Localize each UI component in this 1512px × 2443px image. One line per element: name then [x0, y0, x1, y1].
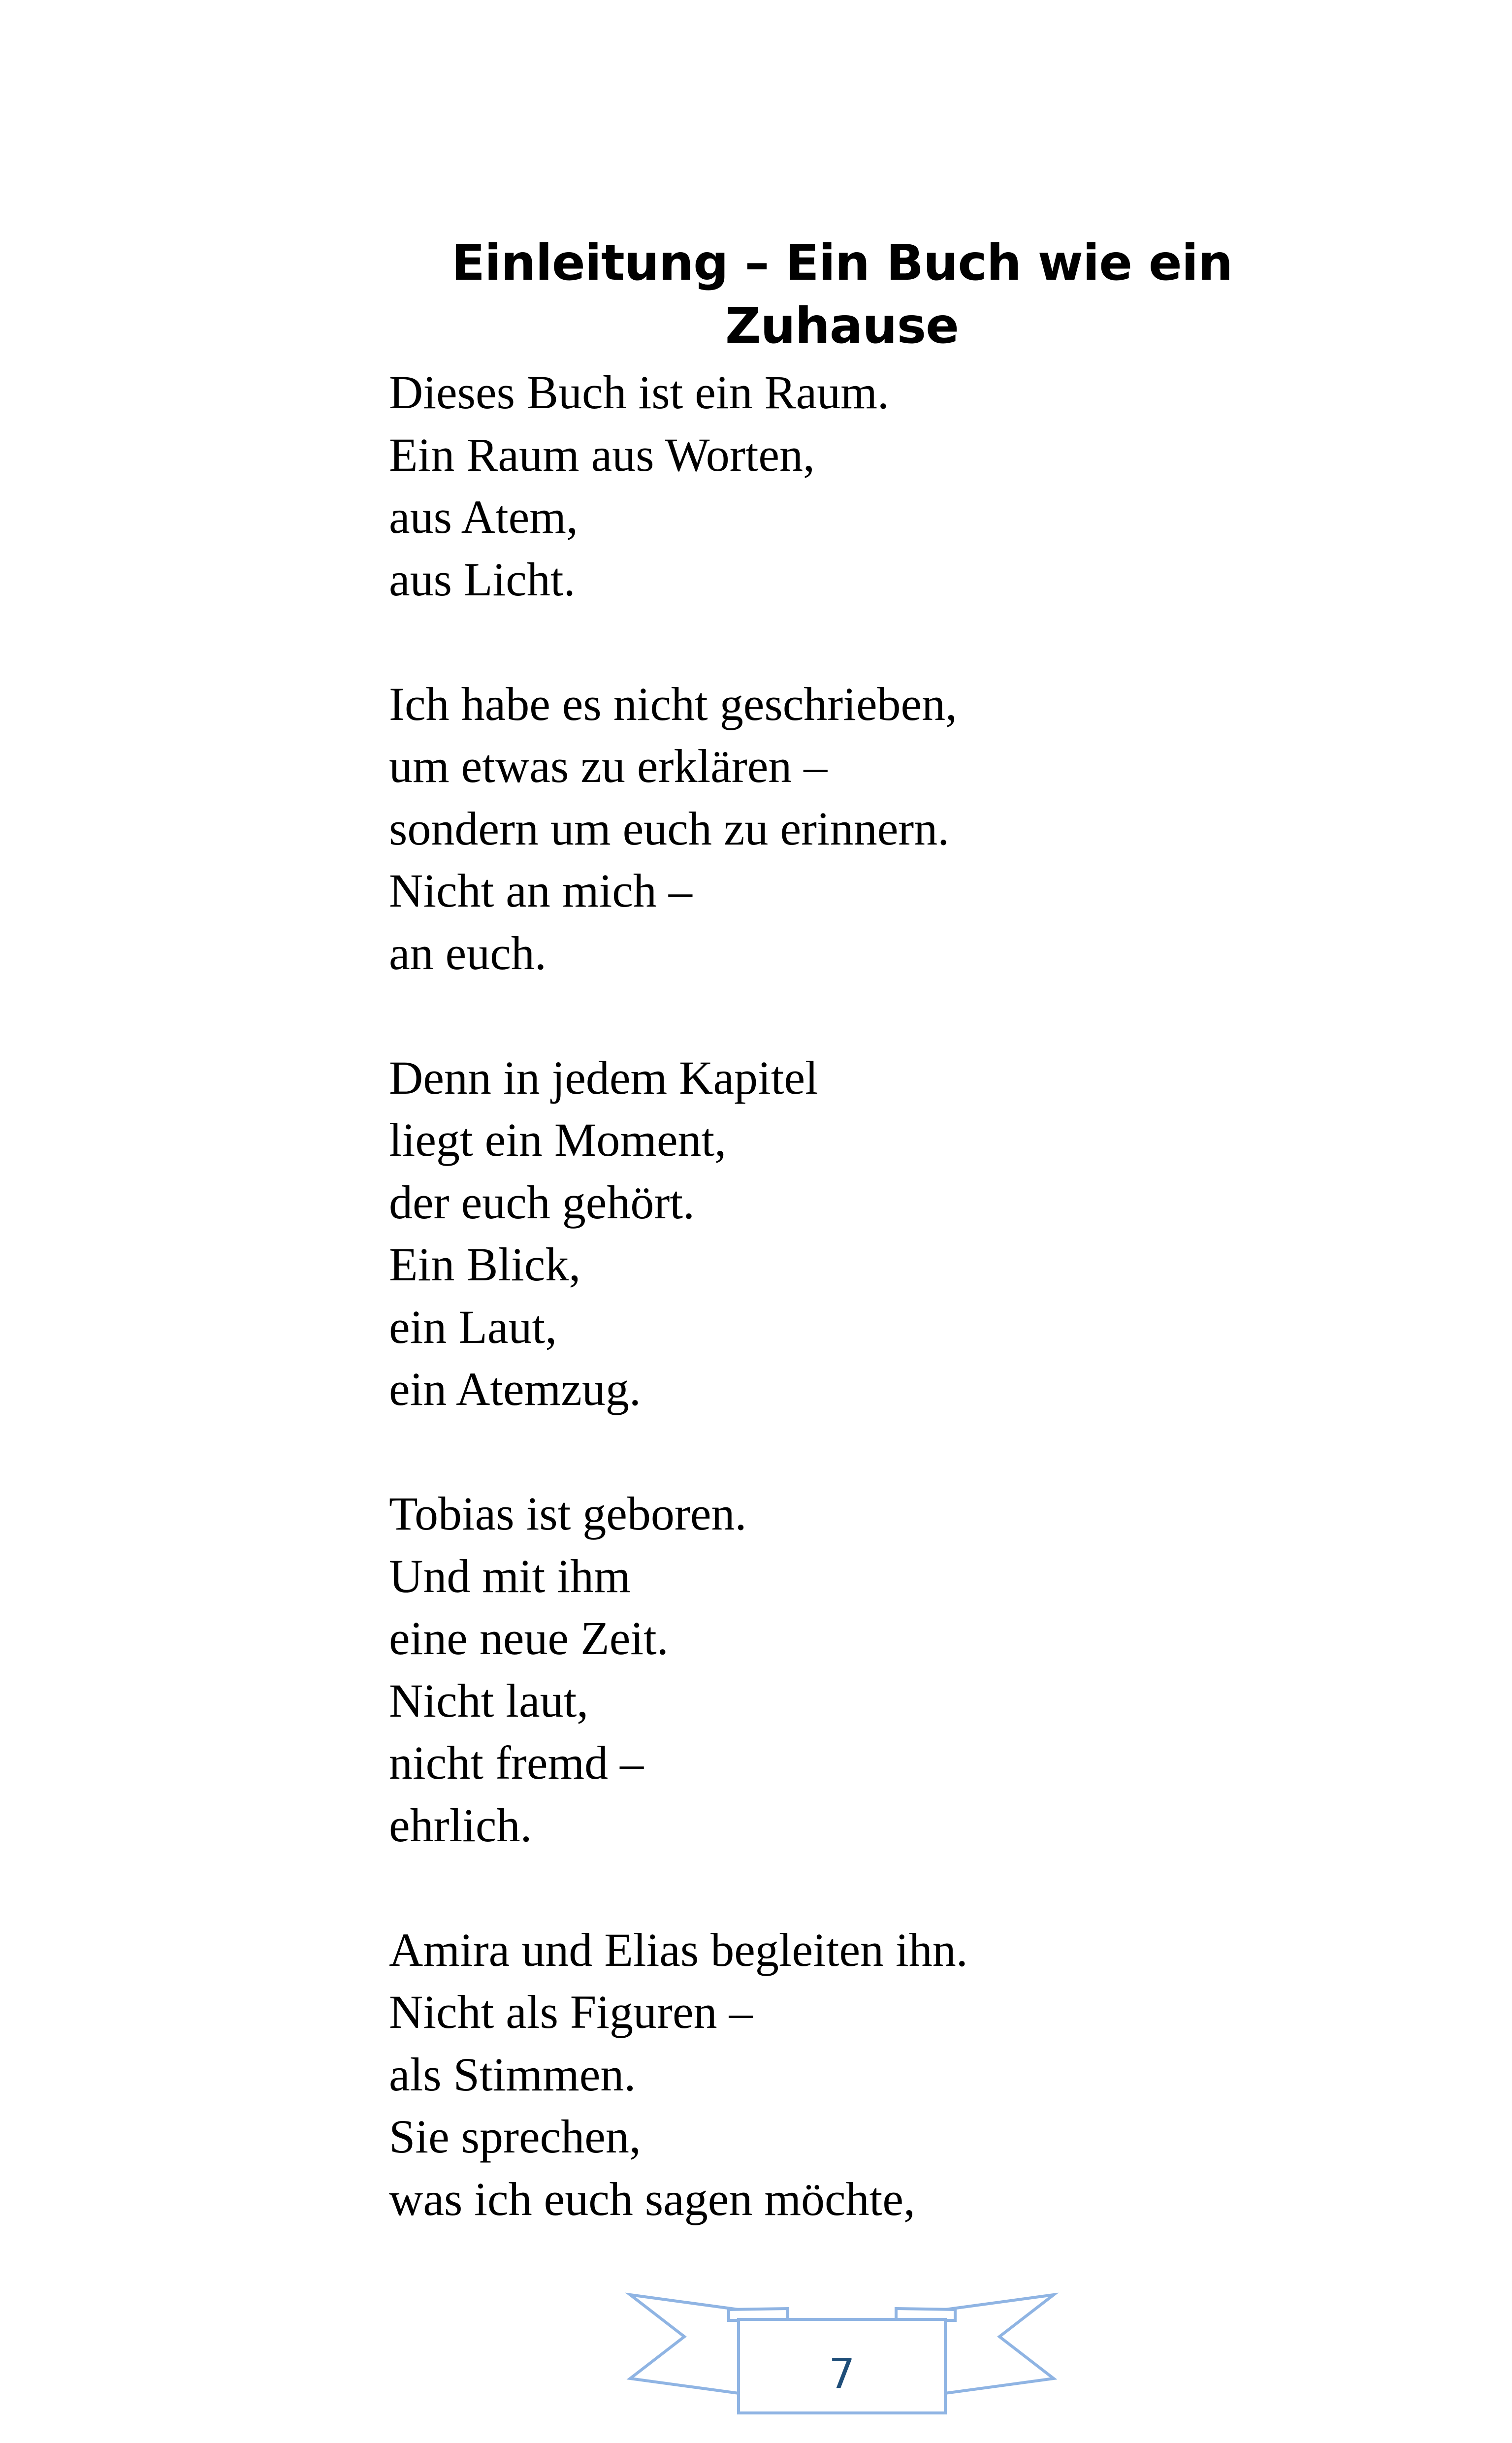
stanza-gap	[389, 1857, 1324, 1919]
stanza-gap	[389, 611, 1324, 673]
poem-line: Dieses Buch ist ein Raum.	[389, 366, 889, 419]
title-line-1: Einleitung – Ein Buch wie ein	[451, 234, 1233, 292]
banner-right-tail	[945, 2295, 1054, 2393]
poem-line: nicht fremd –	[389, 1736, 644, 1789]
poem-line: an euch.	[389, 926, 547, 979]
poem-line: was ich euch sagen möchte,	[389, 2172, 915, 2225]
stanza	[389, 673, 1324, 985]
poem-line: Ein Blick,	[389, 1238, 581, 1291]
poem-line: Denn in jedem Kapitel	[389, 1051, 818, 1104]
poem-line: Ein Raum aus Worten,	[389, 428, 815, 481]
poem-line: aus Atem,	[389, 490, 578, 543]
poem-line: eine neue Zeit.	[389, 1612, 669, 1664]
poem-line: als Stimmen.	[389, 2048, 636, 2101]
poem-line: ein Laut,	[389, 1300, 557, 1353]
stanza	[389, 1047, 1324, 1421]
banner-left-tail	[630, 2295, 739, 2393]
page-title	[389, 231, 1295, 358]
stanza	[389, 1483, 1324, 1857]
poem-line: ein Atemzug.	[389, 1363, 641, 1415]
poem-line: Nicht an mich –	[389, 864, 692, 917]
poem-line: aus Licht.	[389, 553, 576, 606]
title-line-2: Zuhause	[725, 297, 959, 355]
poem-body	[389, 361, 1324, 2230]
poem-line: Und mit ihm	[389, 1549, 631, 1602]
poem-line: Tobias ist geboren.	[389, 1487, 747, 1540]
poem-line: liegt ein Moment,	[389, 1113, 727, 1166]
page-number: 7	[829, 2349, 855, 2398]
poem-line: Ich habe es nicht geschrieben,	[389, 677, 958, 730]
stanza	[389, 361, 1324, 611]
stanza-gap	[389, 1421, 1324, 1483]
stanza-gap	[389, 984, 1324, 1047]
poem-line: Nicht laut,	[389, 1674, 589, 1727]
poem-line: ehrlich.	[389, 1798, 532, 1852]
poem-line: Amira und Elias begleiten ihn.	[389, 1923, 968, 1976]
poem-line: sondern um euch zu erinnern.	[389, 802, 950, 855]
poem-line: der euch gehört.	[389, 1175, 695, 1229]
poem-line: Sie sprechen,	[389, 2110, 641, 2163]
poem-line: Nicht als Figuren –	[389, 1986, 753, 2038]
stanza	[389, 1919, 1324, 2231]
poem-line: um etwas zu erklären –	[389, 740, 828, 792]
